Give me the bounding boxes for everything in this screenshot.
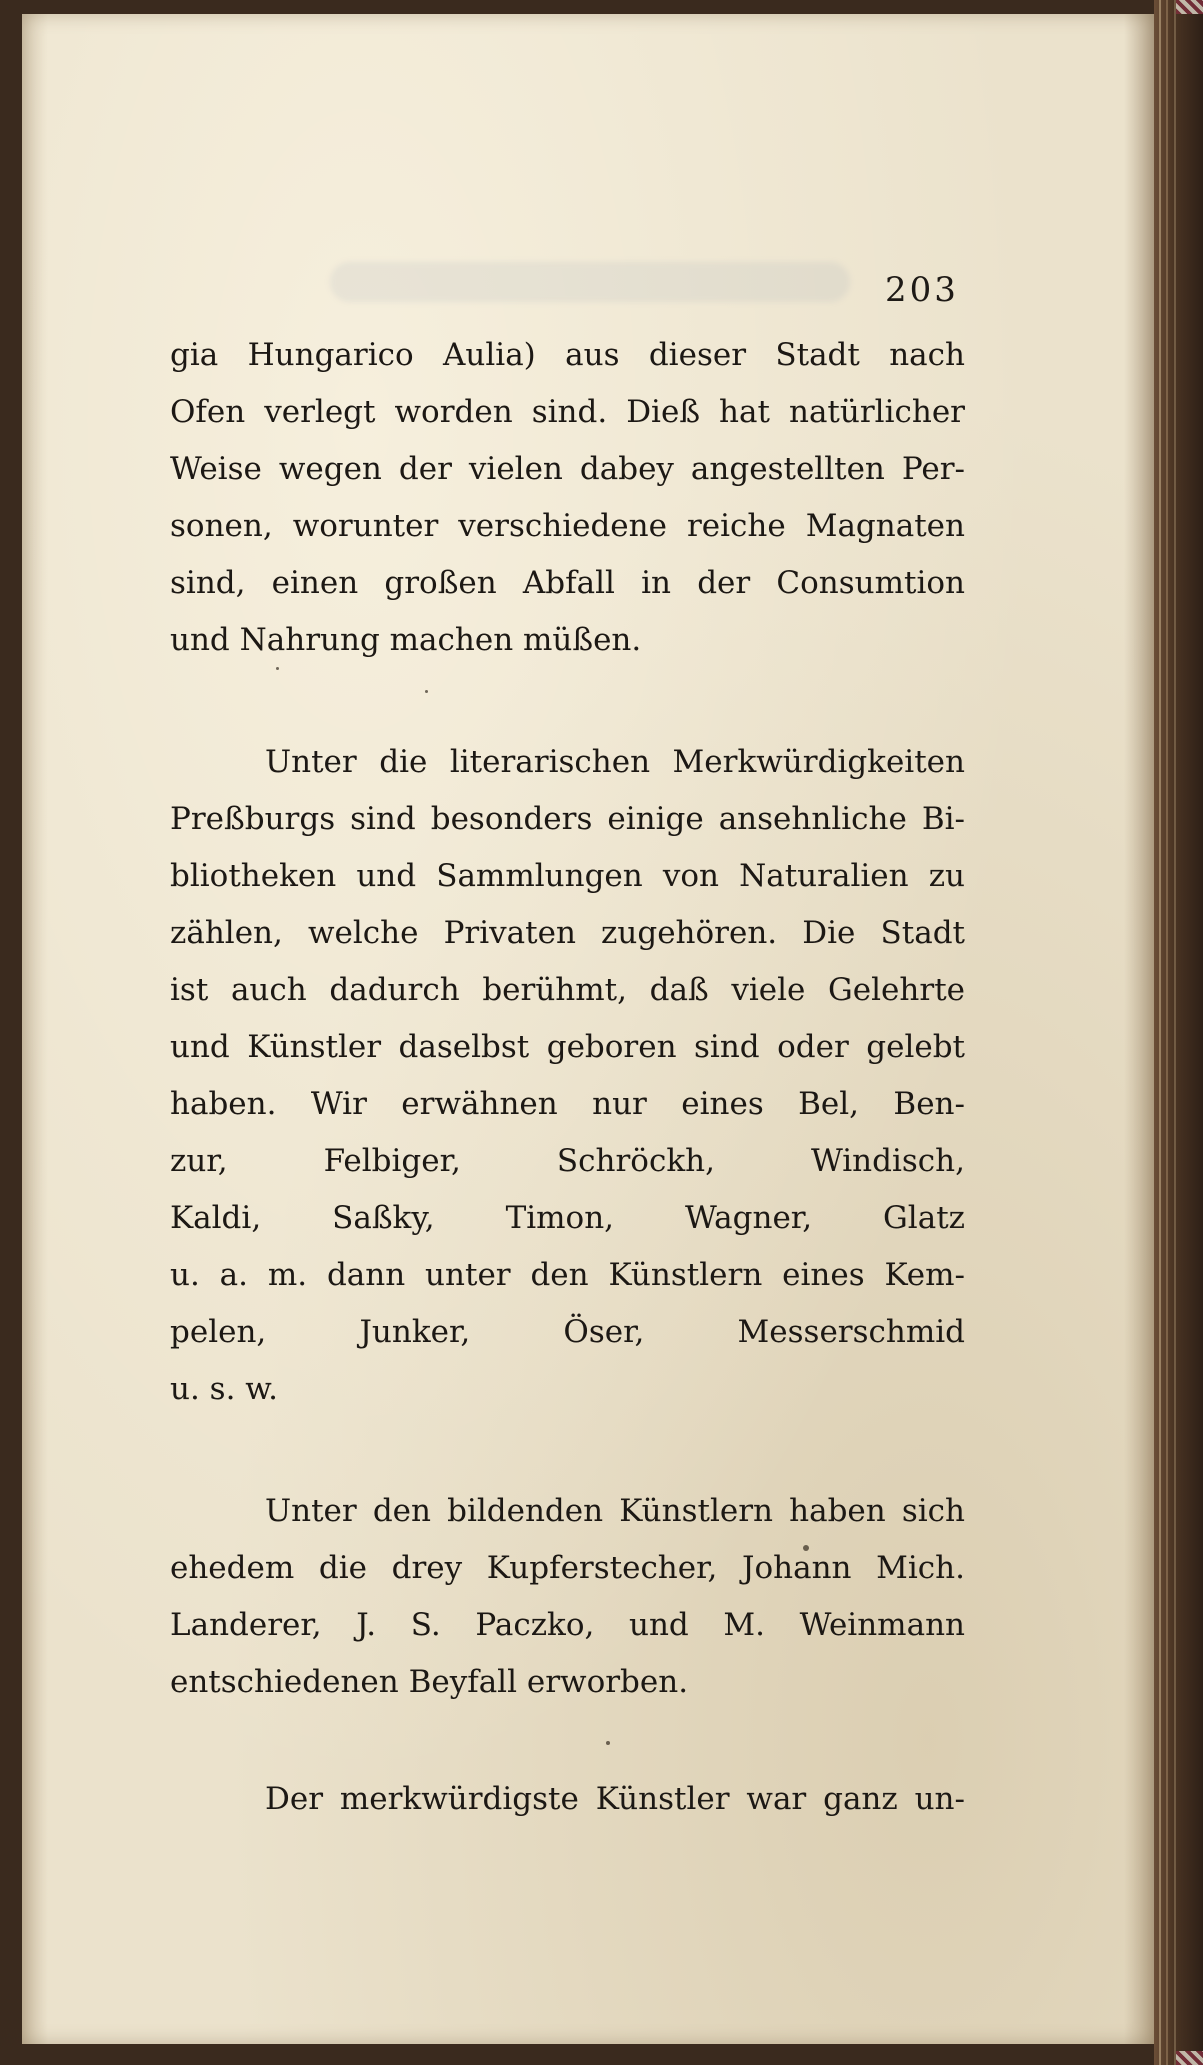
text-line: Weise wegen der vielen dabey angestellten Per- <box>170 451 965 487</box>
text-line: haben. Wir erwähnen nur eines Bel, Ben- <box>170 1086 965 1122</box>
text-line: Preßburgs sind besonders einige ansehnliche Bi- <box>170 801 965 837</box>
text-line: Unter die literarischen Merkwürdigkeiten <box>265 744 965 780</box>
text-line: und Nahrung machen müßen. <box>170 622 642 658</box>
paragraph <box>170 1771 965 1828</box>
text-line: entschiedenen Beyfall erworben. <box>170 1664 689 1700</box>
text-line: bliotheken und Sammlungen von Naturalien zu <box>170 858 965 894</box>
paragraph <box>170 327 965 669</box>
text-line: Ofen verlegt worden sind. Dieß hat natürlicher <box>170 394 965 430</box>
book-edge <box>1154 0 1203 2065</box>
page-edge-line <box>1174 0 1176 2065</box>
text-line: ehedem die drey Kupferstecher, Johann Mich. <box>170 1550 965 1586</box>
paragraph <box>170 734 965 1418</box>
text-line: und Künstler daselbst geboren sind oder gelebt <box>170 1029 965 1065</box>
body-text <box>170 327 965 1828</box>
paragraph <box>170 1483 965 1711</box>
page-edge-line <box>1166 0 1168 2065</box>
text-line: Landerer, J. S. Paczko, und M. Weinmann <box>170 1607 965 1643</box>
text-line: zählen, welche Privaten zugehören. Die Stadt <box>170 915 965 951</box>
binding-thread <box>1176 0 1203 14</box>
paragraph-gap <box>170 1418 965 1483</box>
text-line: u. s. w. <box>170 1371 279 1407</box>
page-edge-line <box>1159 0 1161 2065</box>
text-line: zur, Felbiger, Schröckh, Windisch, <box>170 1143 965 1179</box>
text-line: sind, einen großen Abfall in der Consumtion <box>170 565 965 601</box>
text-line: Der merkwürdigste Künstler war ganz un- <box>265 1781 965 1817</box>
show-through <box>330 262 850 302</box>
text-line: Unter den bildenden Künstlern haben sich <box>265 1493 965 1529</box>
binding-thread <box>1176 2051 1203 2065</box>
text-line: sonen, worunter verschiedene reiche Magnaten <box>170 508 965 544</box>
text-line: ist auch dadurch berühmt, daß viele Gelehrte <box>170 972 965 1008</box>
text-line: u. a. m. dann unter den Künstlern eines Kem- <box>170 1257 965 1293</box>
paragraph-gap <box>170 1711 965 1771</box>
page-number: 203 <box>885 270 959 310</box>
text-line: pelen, Junker, Öser, Messerschmid <box>170 1314 965 1350</box>
text-line: gia Hungarico Aulia) aus dieser Stadt nach <box>170 337 965 373</box>
paragraph-gap <box>170 669 965 734</box>
text-line: Kaldi, Saßky, Timon, Wagner, Glatz <box>170 1200 965 1236</box>
